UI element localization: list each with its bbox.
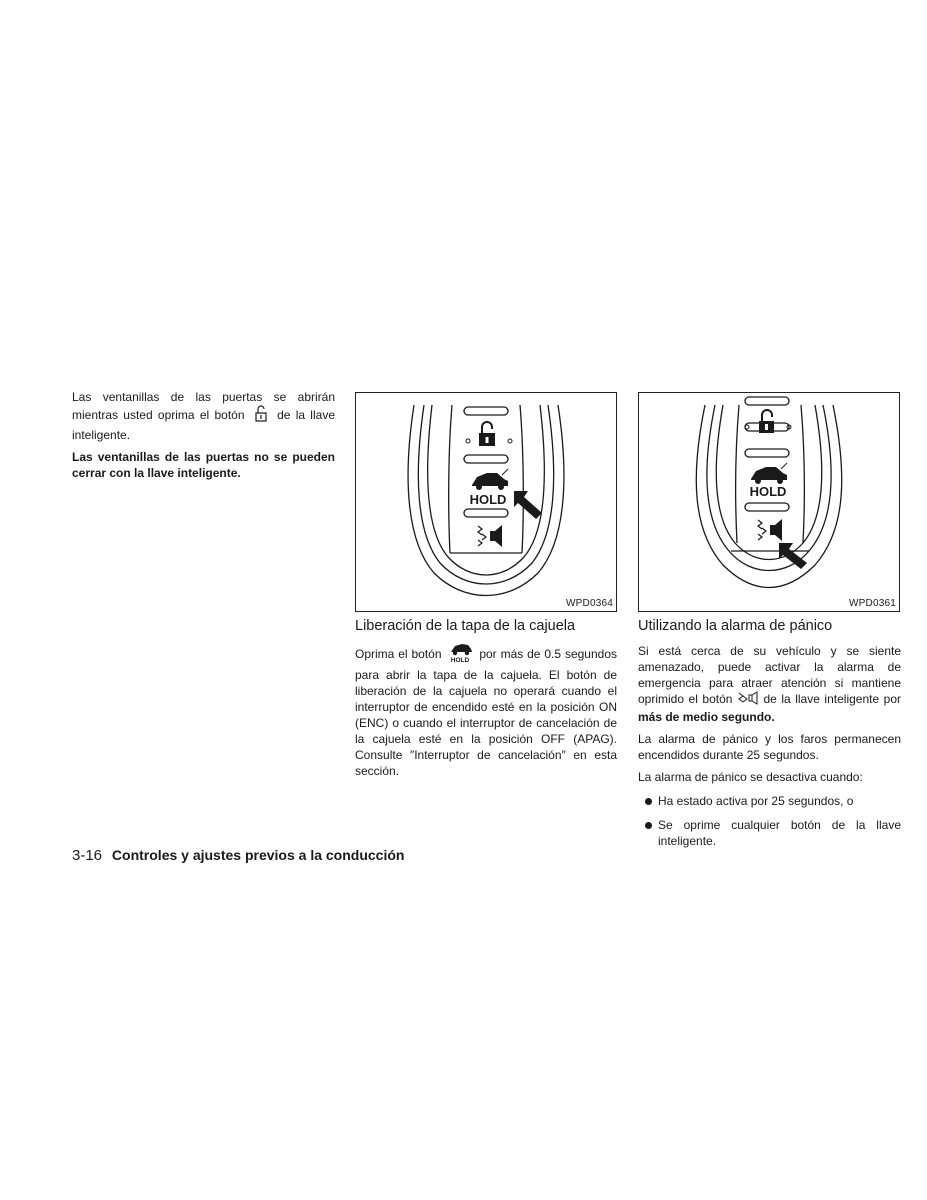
trunk-text-end: por más de 0.5 segundos para abrir la tapa de la cajuela. El botón de liberación de la cajuela no operará cuando el interruptor de encendido esté en la posición ON (ENC) o cuando el interruptor de cancelación de la cajuela esté en la posición OFF (APAG). Consulte ″Interruptor de cancelación″ en esta sección. (355, 647, 617, 778)
hold-label: HOLD (469, 492, 507, 507)
svg-text:HOLD: HOLD (451, 657, 470, 663)
key-fob-illustration-panic (639, 393, 899, 611)
windows-open-text: Las ventanillas de las puertas se abrirán mientras usted oprima el botón (72, 390, 335, 423)
panic-horn-icon (758, 519, 782, 541)
windows-open-text-end: de la llave inteligente. (72, 408, 335, 442)
pointer-arrow-icon (514, 491, 542, 519)
trunk-text-start: Oprima el botón (355, 647, 442, 662)
figure-code: WPD0364 (566, 598, 613, 609)
panic-duration-paragraph: La alarma de pánico y los faros permanecen encendidos durante 25 segundos. (638, 732, 901, 762)
trunk-car-icon (751, 463, 787, 484)
deactivate-conditions-list (638, 793, 901, 849)
unlock-icon (745, 410, 791, 433)
window-unlock-icon (250, 405, 272, 427)
page-number: 3-16 (72, 847, 103, 864)
trunk-hold-button-icon (445, 643, 475, 667)
windows-open-paragraph (72, 389, 335, 443)
page-footer (72, 847, 404, 864)
list-item: Ha estado activa por 25 segundos, o (638, 793, 901, 809)
panic-intro-paragraph (638, 643, 901, 725)
panic-horn-icon (478, 525, 502, 547)
panic-text-mid: de la llave inteligente por (763, 692, 901, 707)
section-title-trunk: Liberación de la tapa de la cajuela (355, 618, 576, 634)
right-column (638, 392, 901, 857)
hold-label: HOLD (749, 484, 787, 499)
panic-text-bold: más de medio segundo. (638, 710, 775, 724)
figure-trunk-release (355, 392, 617, 612)
panic-deactivate-paragraph: La alarma de pánico se desactiva cuando: (638, 770, 863, 784)
left-column (72, 389, 335, 481)
section-title-panic: Utilizando la alarma de pánico (638, 618, 833, 634)
windows-close-warning: Las ventanillas de las puertas no se pueden cerrar con la llave inteligente. (72, 450, 335, 480)
panic-button-icon (737, 691, 759, 709)
trunk-release-paragraph (355, 643, 617, 779)
section-name: Controles y ajustes previos a la conducción (111, 847, 405, 863)
panic-text-start: Si está cerca de su vehículo y se siente amenazado, puede activar la alarma de emergencia para atraer atención si mantiene oprimido el botón (638, 644, 901, 707)
figure-code: WPD0361 (849, 598, 896, 609)
bullet-icon (645, 798, 652, 805)
list-item: Se oprime cualquier botón de la llave inteligente. (638, 817, 901, 849)
figure-panic-alarm (638, 392, 900, 612)
trunk-car-icon (472, 469, 508, 490)
bullet-icon (645, 822, 652, 829)
key-fob-illustration (356, 393, 616, 611)
middle-column (355, 392, 617, 779)
unlock-icon (466, 422, 512, 446)
